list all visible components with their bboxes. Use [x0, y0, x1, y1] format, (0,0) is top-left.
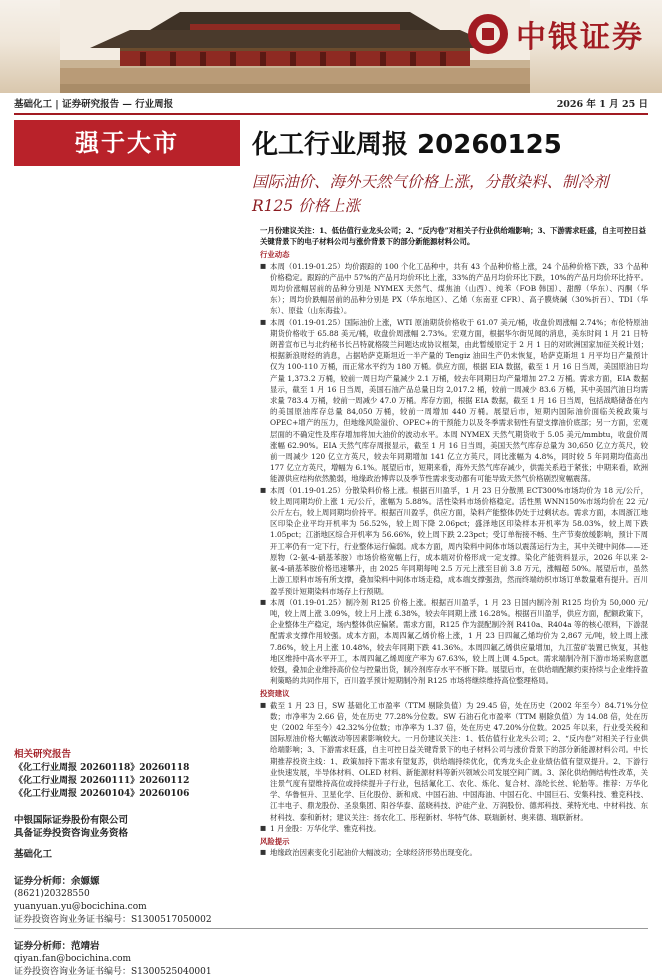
- related-reports-title: 相关研究报告: [14, 749, 72, 760]
- related-report-link[interactable]: 《化工行业周报 20260111》20260112: [14, 776, 190, 786]
- analyst-1-phone: (8621)20328550: [14, 889, 90, 899]
- analyst-2-cert: 证券投资咨询业务证书编号：S1300525040001: [14, 967, 212, 977]
- analyst-1-email[interactable]: yuanyuan.yu@bocichina.com: [14, 902, 147, 912]
- company-license: 具备证券投资咨询业务资格: [14, 828, 129, 839]
- bullet-dyes: ■ 本周（01.19-01.25）分散染料价格上涨。根据百川盈孚，1 月 23 日分散黑 ECT300%市场均价为 18 元/公斤，较上周同期均价上涨 1 元/公斤，涨幅为 5.88%。活性染料市场价格稳定。活性黑 WNN150%市场均价在 22 元/公斤左右，较上周同期均价持平。根据百川盈孚，供应方面，染料产能整体仍处于过剩状态。需求方面，本周浙江地区印染企业平均开机率为 56.52%，较上周下降 2.06pct；盛泽地区印染样本开机率为 58.03%，较上周下跌 1.05pct；江浙地区综合开机率为 56.66%，较上周下跌 2.23pct；受订单衔接不畅、生产节奏放缓影响，预计下周开工率仍有一定下行，行业整体运行偏弱。成本方面，周内染料中间体市场以震荡运行为主，其中关键中间体——还原物（2-氨-4-硝基苯胺）市场价格宽幅上行，成本端对价格形成一定支撑。染化产能资料显示，2026 年以来 2-氨-4-硝基苯胺价格迅速攀升，由 2025 年同期每吨 2.5 万元上涨至目前 3.8 万元，涨幅超 50%。展望后市，虽然上游工原料市场有所支撑，叠加染料中间体市场走稳，成本端支撑强劲，然而终端纺织市场订单数量难有提升。百川盈孚预计短期染料市场存上行预期。: [260, 485, 648, 597]
- analyst-1-name: 证券分析师：余嫄嫄: [14, 876, 100, 887]
- related-reports-list: [14, 762, 228, 801]
- bullet-valuation: ■ 截至 1 月 23 日，SW 基础化工市盈率（TTM 剔除负值）为 29.45 倍，处在历史（2002 年至今）84.71%分位数；市净率为 2.66 倍，处在历史 77.28%分位数。SW 石油石化市盈率（TTM 剔除负值）为 14.08 倍，处在历史（2002 年至今）42.32%分位数；市净率为 1.37 倍，处在历史 47.20%分位数。2025 年以来，行业受关税和国际原油价格大幅波动等因素影响较大。一月份建议关注：1、低估值行业龙头公司；2、“反内卷”对相关子行业供给端影响；3、下游需求旺盛，自主可控日益关键背景下的电子材料公司与涨价背景下的部分新能源材料公司。中长期推荐投资主线：1、政策加持下需求有望复苏，供给端持续优化，优秀龙头企业业绩估值有望双提升。2、下游行业快速发展，半导体材料、OLED 材料、新能源材料等新兴领域公司发展空间广阔。3、深化供给侧结构性改革，关注景气度有望维持高位或持续提升子行业，包括氟化工、农化、炼化、复合材、涤纶长丝、轮胎等。推荐：万华化学、华鲁恒升、卫星化学、巨化股份、新和成、中国石油、中国海油、中国石化、中国巨石、安集科技、雅克科技、江丰电子、鼎龙股份、圣泉集团、阳谷华泰、蓝晓科技、沪硅产业、万润股份、德邦科技、莱特光电、中材科技、东材科技、泰和新材；建议关注：扬农化工、彤程新材、华特气体、联瑞新材、奥来德、瑞联新材。: [260, 700, 648, 823]
- bullet-refrigerant: ■ 本周（01.19-01.25）制冷剂 R125 价格上涨。根据百川盈孚，1 月 23 日国内制冷剂 R125 均价为 50,000 元/吨，较上周上涨 3.09%，较上月上涨 6.38%，较去年同期上涨 16.28%。根据百川盈孚，供应方面，配额政策下，企业整体生产稳定，场内整体供应偏紧。需求方面，R125 作为混配制冷剂 R410a、R404a 等的核心原料，下游混配需求支撑作用较强。成本方面，本周四氟乙烯价格上涨，1 月 23 日四氟乙烯均价为 2,867 元/吨，较上周上涨 7.86%，较上月上涨 10.48%，较去年同期下跌 41.36%。本周四氟乙烯供应量增加，九江萤矿装置已恢复，其他地区维持中高水平开工，本周四氟乙烯周度产率为 67.63%，较上周上调 4.5pct。需求端制冷剂下游市场采购意愿较强，叠加企业维持高价位与控量出货，制冷剂库存水平不断下降。展望后市，在供给端配额约束持续与企业维持盈利策略的共同作用下，百川盈孚预计短期制冷剂 R125 市场将继续维持高位整理格局。: [260, 597, 648, 687]
- footer-divider: [14, 928, 648, 929]
- section-title-investment-advice: 投资建议: [260, 689, 290, 699]
- breadcrumb: 基础化工 | 证券研究报告 — 行业周报: [14, 99, 174, 110]
- header-divider: [14, 113, 648, 115]
- sidebar: [14, 748, 228, 979]
- report-header: [14, 96, 648, 110]
- report-subtitle: 国际油价、海外天然气价格上涨，分散染料、制冷剂 R125 价格上涨: [252, 173, 609, 215]
- section-title-risk-warning: 风险提示: [260, 836, 290, 846]
- bullet-risk: ■ 地缘政治因素变化引起油价大幅波动；全球经济形势出现变化。: [260, 847, 648, 858]
- report-body: [260, 225, 648, 858]
- brand-name: 中银证券: [516, 20, 644, 55]
- bullet-oil-gas: ■ 本周（01.19-01.25）国际油价上涨，WTI 原油期货价格收于 61.07 美元/桶，收盘价周涨幅 2.74%；布伦特原油期货价格收于 65.88 美元/桶，收盘价周涨幅 2.73%。宏观方面，根据华尔街见闻的消息，美东时间 1 月 21 日特朗普宣布已与北约秘书长吕特就格陵兰问题达成协议框架，由此暂缓原定于 2 月 1 日的对欧洲国家加征关税计划；根据新浪财经的消息，占据哈萨克斯坦近一半产量的 Tengiz 油田生产仍未恢复，哈萨克斯坦 1 月平均日产量预计仅为 100-110 万桶，而正常水平约为 180 万桶。供应方面，根据 EIA 数据，截至 1 月 16 日当周，美国原油日均产量 1,373.2 万桶，较前一周日均产量减少 2.1 万桶，较去年同期日均产量增加 27.2 万桶。需求方面，EIA 数据显示，截至 1 月 16 日当周，美国石油产品总量日均 2,017.2 桶，较前一周减少 83.6 万桶，其中美国汽油日均需求量 783.4 万桶，较前一周减少 47.0 万桶。库存方面，根据 EIA 数据，截至 1 月 16 日当周，包括战略储备在内的美国原油库存总量 84,050 万桶，较前一周增加 440 万桶。展望后市，短期内国际油价面临关税政策与 OPEC+增产的压力，但地缘风险溢价、OPEC+的干预能力以及冬季需求韧性有望支撑油价底部；另一方面，宏观层面的不确定性及库存增加将加大油价的波动水平。本周 NYMEX 天然气期货收于 5.05 美元/mmbtu，收盘价周涨幅 62.90%。EIA 天然气库存周报显示，截至 1 月 16 日当周，美国天然气库存总量为 30,650 亿立方英尺，较前一周减少 120 亿立方英尺，较去年同期增加 141 亿立方英尺，同比涨幅为 4.8%，同时较 5 年同期均值高出 177 亿立方英尺，增幅为 6.1%。展望后市，短期来看，海外天然气库存减少，供需关系趋于紧张；中期来看，欧洲能源供应结构依然脆弱，地缘政治博弈以及季节性需求变动都有可能导致天然气价格剧烈宽幅震荡。: [260, 317, 648, 485]
- rating-badge: 强于大市: [14, 120, 240, 166]
- palace-photo-illustration: [60, 0, 530, 93]
- bullet-golden-stocks: ■ 1 月金股：万华化学、雅克科技。: [260, 823, 648, 834]
- lead-paragraph: 一月份建议关注：1、低估值行业龙头公司；2、“反内卷”对相关子行业供给端影响；3、下游需求旺盛，自主可控日益关键背景下的电子材料公司与涨价背景下的部分新能源材料公司。: [260, 226, 647, 247]
- section-title-industry-trends: 行业动态: [260, 250, 290, 260]
- bank-of-china-logo-icon: [468, 14, 508, 54]
- analyst-1-cert: 证券投资咨询业务证书编号：S1300517050002: [14, 915, 212, 925]
- industry-label: 基础化工: [14, 849, 53, 860]
- related-report-link[interactable]: 《化工行业周报 20260118》20260118: [14, 763, 190, 773]
- report-date: 2026 年 1 月 25 日: [556, 99, 648, 110]
- related-report-link[interactable]: 《化工行业周报 20260104》20260106: [14, 789, 190, 799]
- brand-logo: [468, 12, 644, 56]
- analyst-2-name: 证券分析师：范靖岩: [14, 941, 100, 952]
- header-banner: [0, 0, 662, 93]
- analyst-2-email[interactable]: qiyan.fan@bocichina.com: [14, 954, 132, 964]
- company-name: 中银国际证券股份有限公司: [14, 815, 129, 826]
- report-title: 化工行业周报 20260125: [252, 130, 562, 160]
- bullet-price-tracking: ■ 本周（01.19-01.25）均价跟踪的 100 个化工品种中，共有 43 个品种价格上涨，24 个品种价格下跌，33 个品种价格稳定。跟踪的产品中 57%的产品月均价环比上涨，33%的产品月均价环比下跌，10%的产品月均价环比持平。周均价涨幅居前的品种分别是 NYMEX 天然气、煤焦油（山西）、纯苯（FOB 韩国）、甜醇（华东）、丙酮（华东）；周均价跌幅居前的品种分别是 PX（华东地区）、乙烯（东南亚 CFR）、高子膜烧碱（30%折百）、TDI（华东）、原盐（山东海盐）。: [260, 261, 648, 317]
